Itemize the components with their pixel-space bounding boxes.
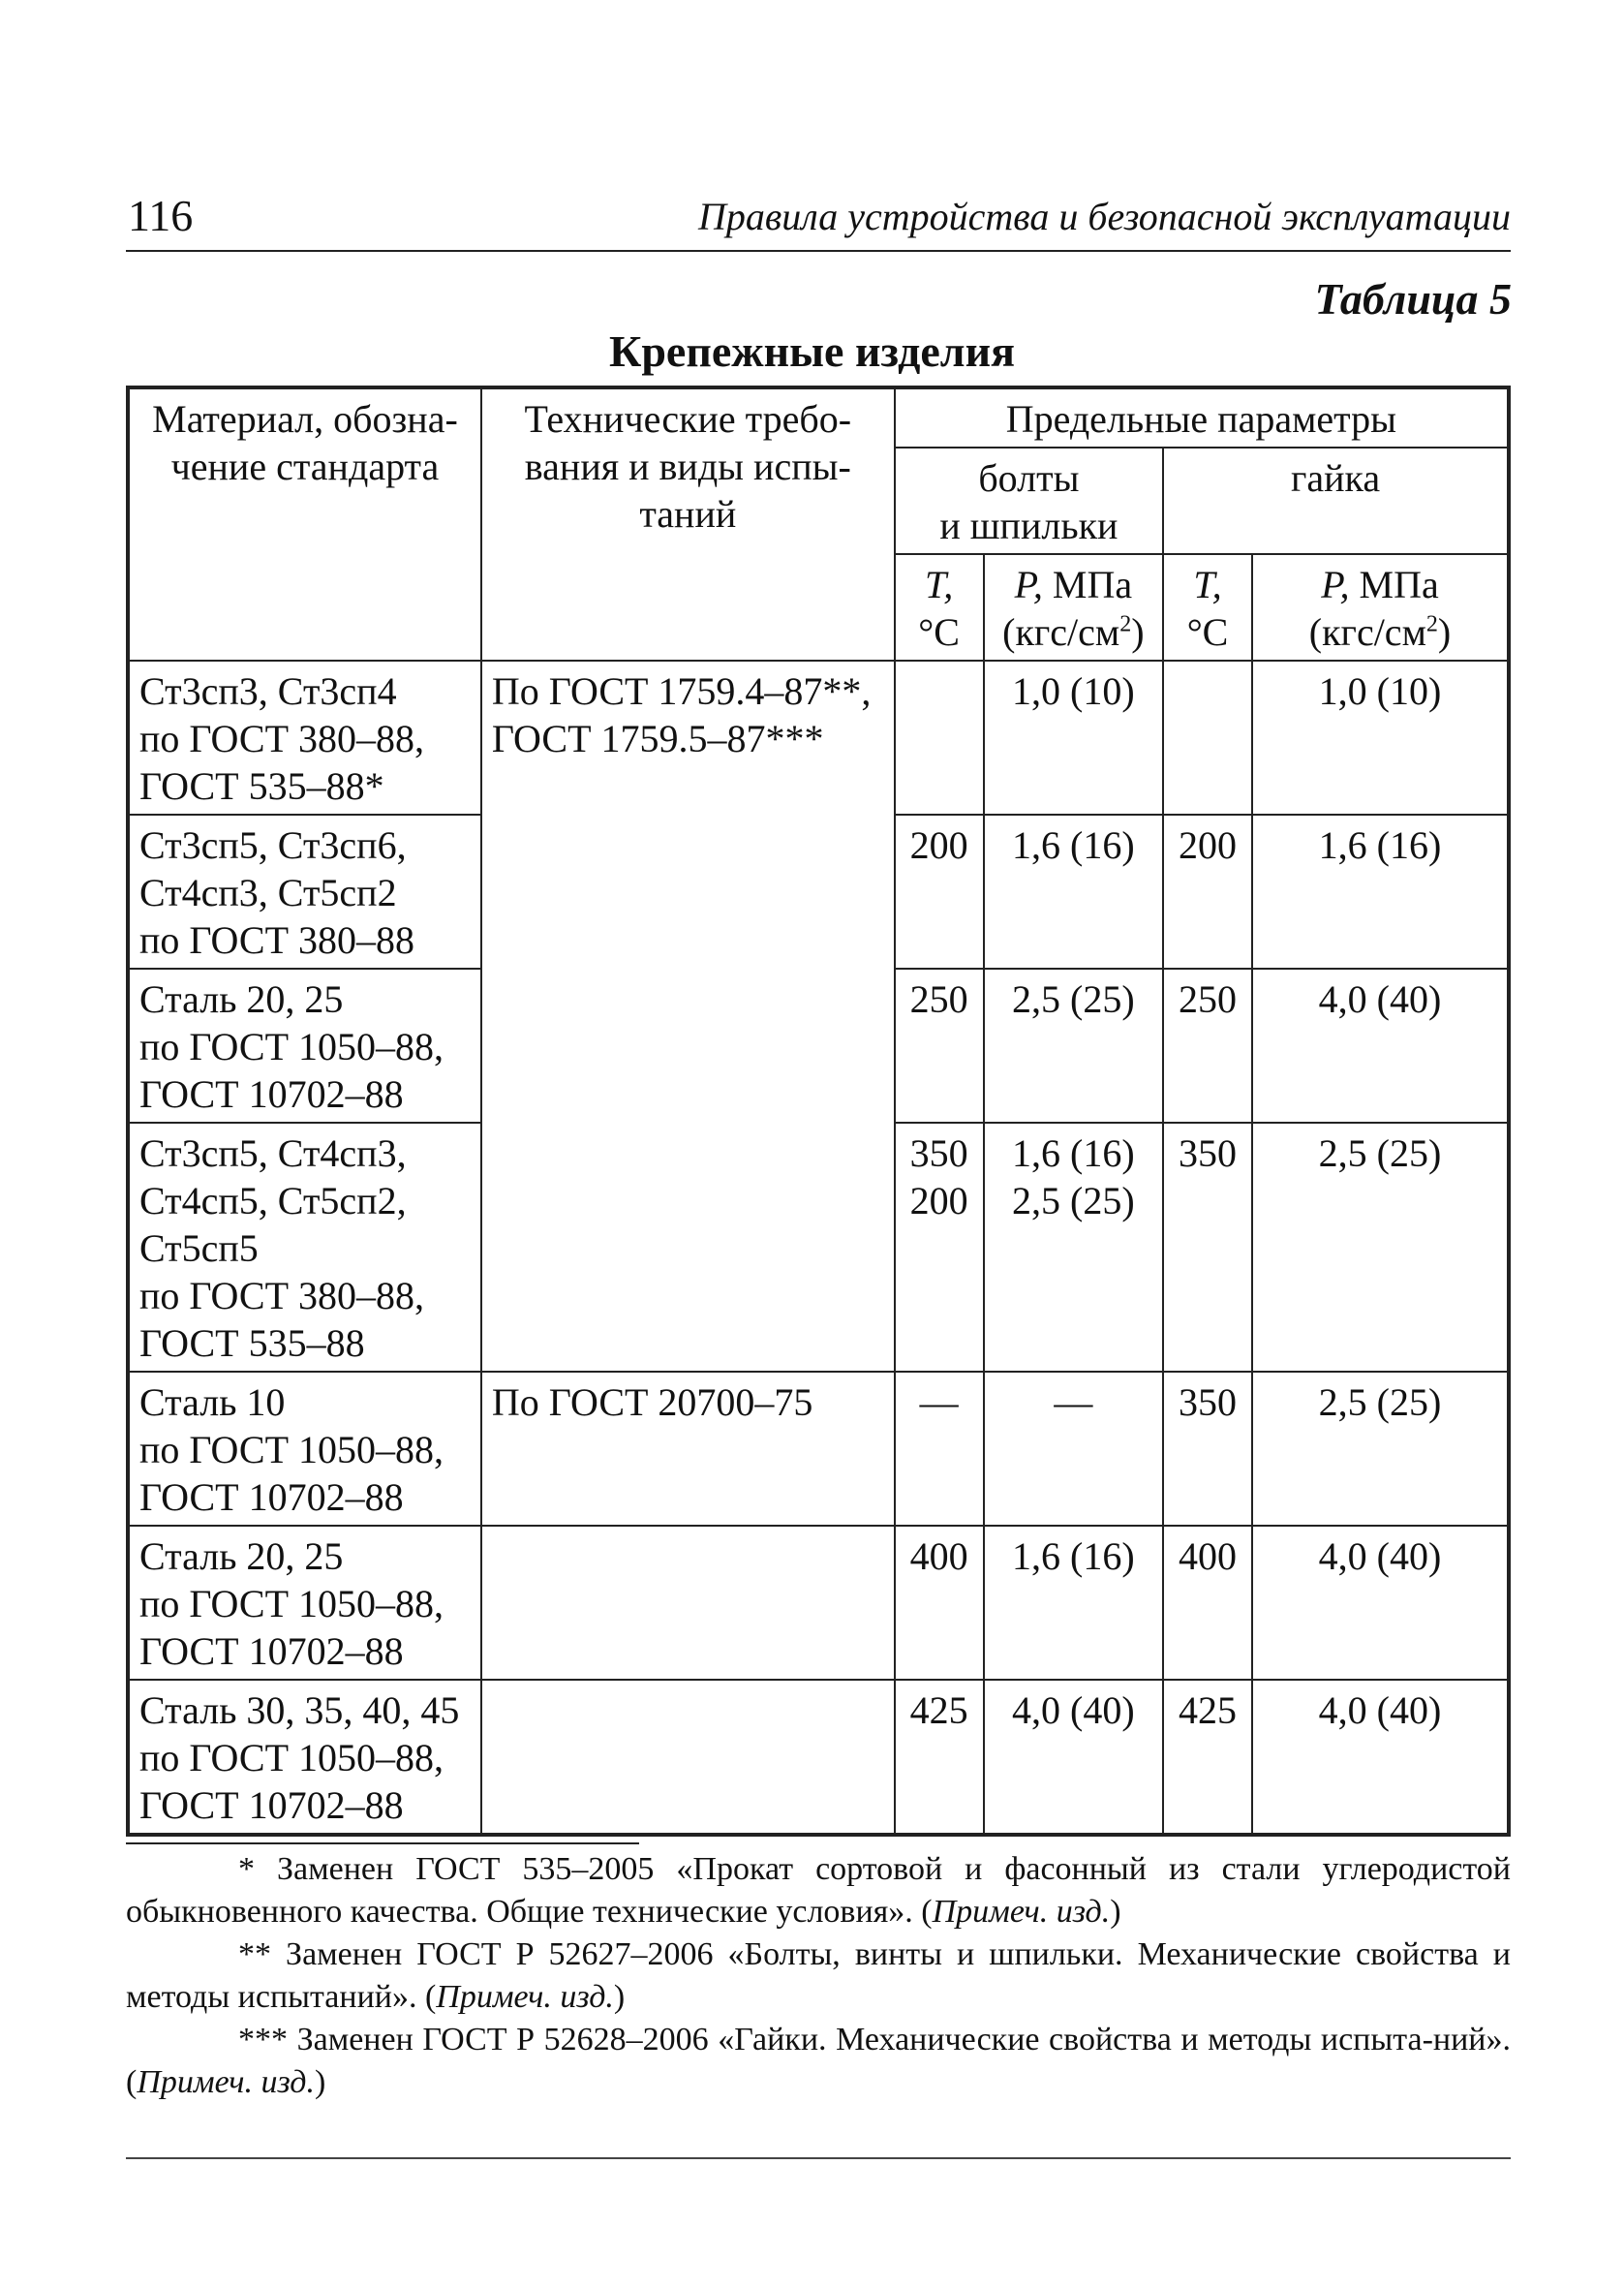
table-row <box>128 1680 1509 1835</box>
bolt-t-cell <box>895 661 984 815</box>
running-title: Правила устройства и безопасной эксплуатации <box>698 195 1511 238</box>
bolt-t-cell: 250 <box>895 969 984 1123</box>
bottom-divider <box>126 2157 1511 2159</box>
material-cell: Сталь 30, 35, 40, 45 по ГОСТ 1050–88, ГОСТ 10702–88 <box>128 1680 481 1835</box>
header-row-1 <box>128 387 1509 448</box>
requirements-cell <box>481 1526 895 1680</box>
nut-p-header: P, МПа $(кгс/см^2)$ <box>1252 554 1509 661</box>
footnote-1: * Заменен ГОСТ 535–2005 «Прокат сортовой и фасонный из стали углеродистой обыкновенного качества. Общие технические условия». (Примеч. изд.) <box>126 1851 1511 1930</box>
footnote-2: ** Заменен ГОСТ Р 52627–2006 «Болты, винты и шпильки. Механические свойства и методы испытаний». (Примеч. изд.) <box>126 1936 1511 2015</box>
requirements-cell <box>481 1680 895 1835</box>
bolt-p-cell: — <box>984 1372 1163 1526</box>
bolt-p-header: P, МПа $(кгс/см^2)$ <box>984 554 1163 661</box>
table-row <box>128 1526 1509 1680</box>
requirements-cell: По ГОСТ 20700–75 <box>481 1372 895 1526</box>
footnote-divider <box>126 1842 639 1844</box>
nut-p-cell: 4,0 (40) <box>1252 969 1509 1123</box>
col-limits-header: Предельные параметры <box>895 387 1509 448</box>
table-row <box>128 1372 1509 1526</box>
nut-t-header: T, °C <box>1163 554 1252 661</box>
material-cell: Ст3сп5, Ст3сп6, Ст4сп3, Ст5сп2 по ГОСТ 380–88 <box>128 815 481 969</box>
nut-p-cell: 2,5 (25) <box>1252 1123 1509 1372</box>
nut-t-cell <box>1163 661 1252 815</box>
bolt-p-cell: 1,6 (16) <box>984 1526 1163 1680</box>
bolt-p-cell: 1,6 (16) 2,5 (25) <box>984 1123 1163 1372</box>
bolt-p-cell: 1,0 (10) <box>984 661 1163 815</box>
table-label: Таблица 5 <box>1314 274 1512 324</box>
bolt-t-cell: 425 <box>895 1680 984 1835</box>
requirements-cell: По ГОСТ 1759.4–87**, ГОСТ 1759.5–87*** <box>481 661 895 1372</box>
material-cell: Ст3сп5, Ст4сп3, Ст4сп5, Ст5сп2, Ст5сп5 по ГОСТ 380–88, ГОСТ 535–88 <box>128 1123 481 1372</box>
bolt-t-header: T, °C <box>895 554 984 661</box>
bolt-p-cell: 1,6 (16) <box>984 815 1163 969</box>
nut-t-cell: 350 <box>1163 1372 1252 1526</box>
footnotes <box>126 1848 1511 2104</box>
table-row <box>128 661 1509 815</box>
nut-p-cell: 1,6 (16) <box>1252 815 1509 969</box>
nut-t-cell: 200 <box>1163 815 1252 969</box>
nut-t-cell: 400 <box>1163 1526 1252 1680</box>
col-bolts-header: болты и шпильки <box>895 448 1163 554</box>
bolt-p-cell: 2,5 (25) <box>984 969 1163 1123</box>
col-material-header: Материал, обозна- чение стандарта <box>128 387 481 661</box>
col-nut-header: гайка <box>1163 448 1509 554</box>
nut-p-cell: 4,0 (40) <box>1252 1526 1509 1680</box>
nut-p-cell: 2,5 (25) <box>1252 1372 1509 1526</box>
nut-p-cell: 1,0 (10) <box>1252 661 1509 815</box>
bolt-t-cell: 350 200 <box>895 1123 984 1372</box>
bolt-p-cell: 4,0 (40) <box>984 1680 1163 1835</box>
table-title: Крепежные изделия <box>608 326 1015 376</box>
nut-t-cell: 250 <box>1163 969 1252 1123</box>
footnote-3: *** Заменен ГОСТ Р 52628–2006 «Гайки. Механические свойства и методы испыта-ний». (Примеч. изд.) <box>126 2022 1511 2100</box>
col-requirements-header: Технические требо- вания и виды испы- таний <box>481 387 895 661</box>
material-cell: Ст3сп3, Ст3сп4 по ГОСТ 380–88, ГОСТ 535–88* <box>128 661 481 815</box>
material-cell: Сталь 20, 25 по ГОСТ 1050–88, ГОСТ 10702–88 <box>128 1526 481 1680</box>
bolt-t-cell: — <box>895 1372 984 1526</box>
fasteners-table <box>126 386 1511 1837</box>
nut-p-cell: 4,0 (40) <box>1252 1680 1509 1835</box>
bolt-t-cell: 200 <box>895 815 984 969</box>
nut-t-cell: 425 <box>1163 1680 1252 1835</box>
nut-t-cell: 350 <box>1163 1123 1252 1372</box>
bolt-t-cell: 400 <box>895 1526 984 1680</box>
running-head <box>126 190 1511 252</box>
page-number: 116 <box>128 191 194 240</box>
material-cell: Сталь 10 по ГОСТ 1050–88, ГОСТ 10702–88 <box>128 1372 481 1526</box>
material-cell: Сталь 20, 25 по ГОСТ 1050–88, ГОСТ 10702–88 <box>128 969 481 1123</box>
